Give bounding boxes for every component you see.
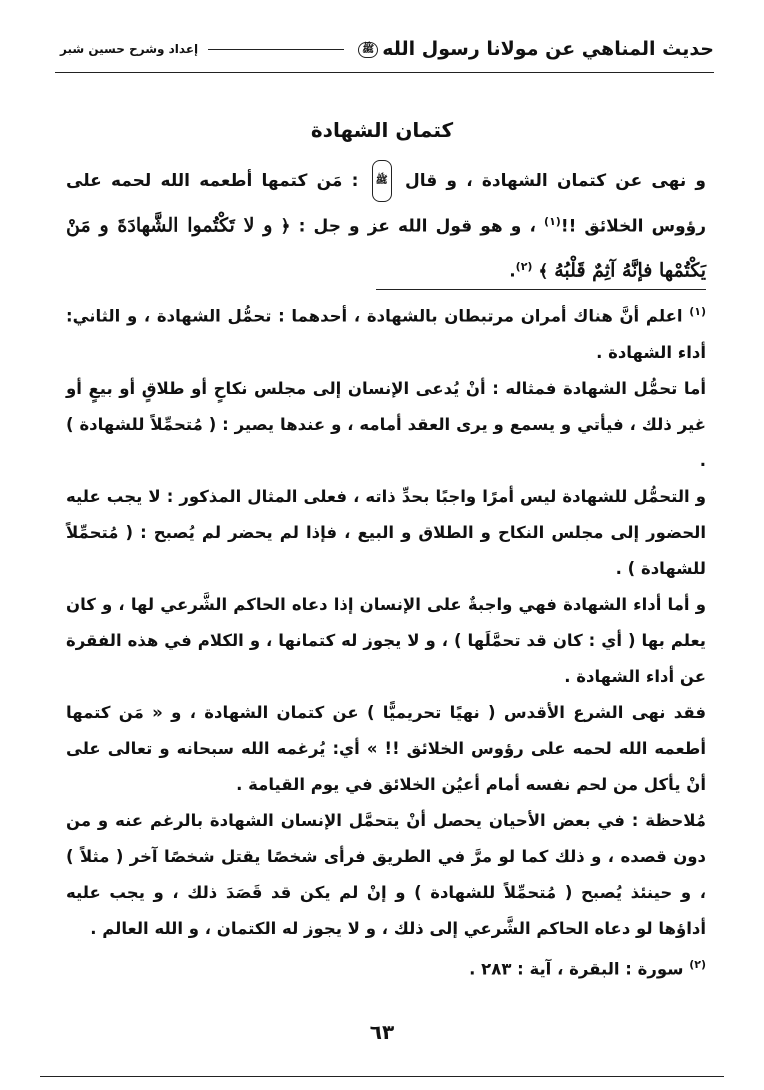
footnote-1-intro: $^{(١)}$ اعلم أنَّ هناك أمران مرتبطان بالشهادة ، أحدهما : تحمُّل الشهادة ، و الثاني: أداء الشهادة .: [66, 305, 706, 362]
footnotes: [66, 294, 706, 987]
seal-glyph: ﷺ: [358, 42, 378, 58]
running-header: [60, 32, 714, 66]
footnote-separator: [376, 289, 706, 290]
quran-open-bracket: ﴿: [280, 216, 291, 237]
header-divider: [208, 49, 344, 50]
footer-rule: [40, 1076, 724, 1077]
footnote-marker-1: (١): [689, 305, 706, 318]
header-rule: [55, 72, 714, 73]
quran-verse: و لا تَكْتُموا الشَّهادَةَ و مَنْ يَكْتُمْها فإنَّهُ آثِمٌ قَلْبُهُ: [66, 214, 706, 282]
footnote-ref-2: (٢): [515, 259, 533, 273]
quran-close-bracket: ﴾: [538, 261, 549, 282]
footnote-marker-2: (٢): [689, 957, 706, 971]
footnote-2: $^{(٢)}$ سورة : البقرة ، آية : ٢٨٣ .: [469, 957, 706, 978]
footnote-ref-1: (١): [544, 215, 561, 228]
footnote-1-note: مُلاحظة : في بعض الأحيان يحصل أنْ يتحمَّل الإنسان الشهادة بالرغم عنه و من دون قصده ، و ذلك كما لو مرَّ في الطريق فرأى شخصًا يقتل شخصًا آخر ( مثلاً ) ، و حينئذ يُصبح ( مُتحمِّلاً للشهادة ) و إنْ لم يكن قد قَصَدَ ذلك ، و يجب عليه أداؤها لو دعاه الحاكم الشَّرعي إلى ذلك ، و لا يجوز له الكتمان ، و الله العالم .: [66, 810, 706, 938]
section-heading: كتمان الشهادة: [310, 118, 454, 142]
footnote-1-para-3: و التحمُّل للشهادة ليس أمرًا واجبًا بحدِّ ذاته ، فعلى المثال المذكور : لا يجب عليه الحضور إلى مجلس النكاح و الطلاق و البيع ، فإذا لم يحضر لم يُصبح : ( مُتحمِّلاً للشهادة ) .: [66, 486, 706, 578]
seal-glyph: ﷺ: [372, 160, 392, 202]
footnote-1-para-4: و أما أداء الشهادة فهي واجبةٌ على الإنسان إذا دعاه الحاكم الشَّرعي لها ، و كان يعلم بها ( أي : كان قد تحمَّلَها ) ، و لا يجوز له كتمانها ، و الكلام في هذه الفقرة عن أداء الشهادة .: [66, 594, 706, 686]
header-author: إعداد وشرح حسين شبر: [60, 42, 199, 56]
footnote-1-para-5: فقد نهى الشرع الأقدس ( نهيًا تحريميًّا ) عن كتمان الشهادة ، و « مَن كتمها أطعمه الله لحمه على رؤوس الخلائق !! » أي: يُرغمه الله سبحانه و تعالى على أنْ يأكل من لحم نفسه أمام أعيُن الخلائق في يوم القيامة .: [66, 702, 706, 794]
page-number: ٦٣: [369, 1020, 395, 1044]
footnote-1-para-2: أما تحمُّل الشهادة فمثاله : أنْ يُدعى الإنسان إلى مجلس نكاحٍ أو طلاقٍ أو بيعٍ أو غير ذلك ، فيأتي و يسمع و يرى العقد أمامه ، و عندها يصير : ( مُتحمِّلاً للشهادة ) .: [66, 378, 706, 470]
main-paragraph: و نهى عن كتمان الشهادة ، و قال ﷺ : مَن كتمها أطعمه الله لحمه على رؤوس الخلائق !!$^{(١)}$ ، و هو قول الله عز و جل : ﴿ و لا تَكْتُموا الشَّهادَةَ و مَنْ يَكْتُمْها فإنَّهُ آثِمٌ قَلْبُهُ ﴾ $^{(٢)}$.: [66, 160, 706, 291]
header-title: حديث المناهي عن مولانا رسول اللهﷺ: [354, 38, 714, 60]
